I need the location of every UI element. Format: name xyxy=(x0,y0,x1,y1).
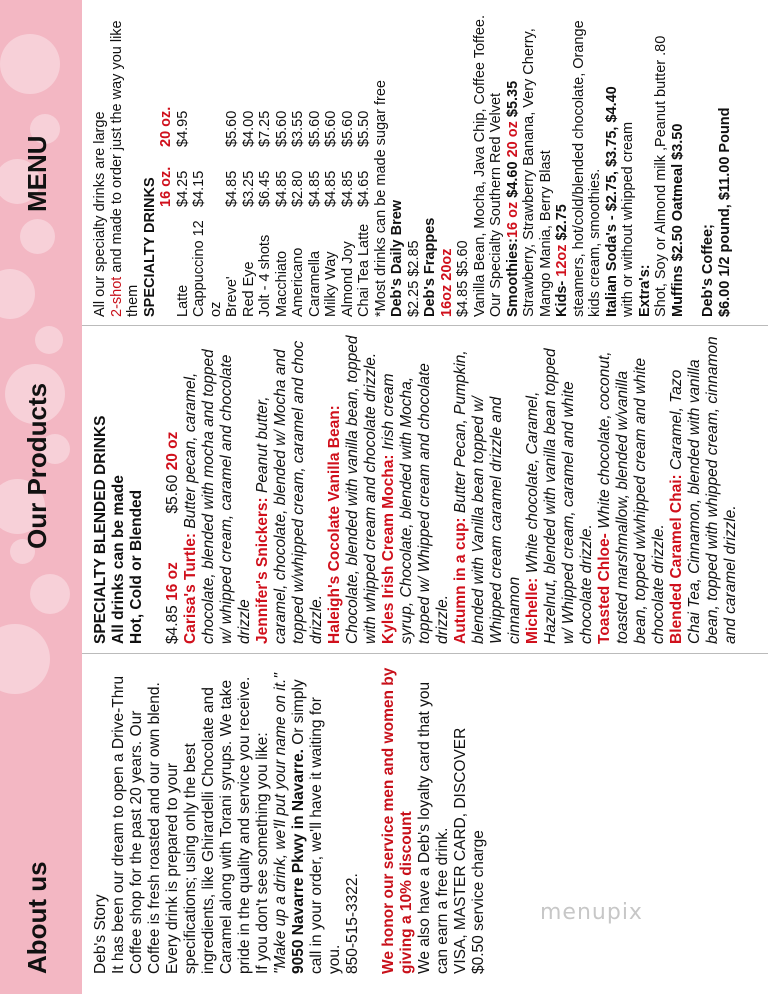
story-paragraph-3: If you don't see something you like: xyxy=(254,732,271,974)
products-title: Our Products xyxy=(22,382,52,549)
blended-items-list xyxy=(182,334,740,644)
drink-row: Almond Joy $4.85 $5.60 xyxy=(339,110,356,317)
daily-brew-prices: $2.25 $2.85 xyxy=(405,240,422,317)
story-paragraph-1: It has been our dream to open a Drive-Thru Coffee shop for the past 20 years. Our Coffee is fresh roasted and our own blend. xyxy=(110,675,163,974)
blended-item: Haleigh's Cocolate Vanilla Bean: Chocolate, blended with vanilla bean, topped with whipped cream and chocolate drizzle. xyxy=(326,335,379,644)
italian-soda: Italian Soda's - $2.75, $3.75, $4.40 xyxy=(603,86,620,317)
kids-desc: steamers, hot/cold/blended chocolate, Orange kids cream, smoothies. xyxy=(570,20,603,317)
smoothies: Smoothies:16 oz $4.60 20 oz $5.35 xyxy=(504,80,521,317)
drink-row: Macchiato $4.85 $5.60 xyxy=(273,110,290,317)
sugar-free-note: *Most drinks can be made sugar free xyxy=(372,80,389,317)
blended-item: Kyles Irish Cream Mocha: Irish cream syrup, Chocolate, blended with Mocha, topped w/ Whipped cream and chocolate drizzle. xyxy=(380,363,451,644)
blended-item: Toasted Chloe- White chocolate, coconut, toasted marshmallow, blended w/vanilla bean, topped w/whipped cream and white chocolate drizzle. xyxy=(596,351,667,644)
drink-row: Breve' $4.85 $5.60 xyxy=(224,110,240,317)
watermark: menupix xyxy=(540,900,643,925)
frappe-flavors: Vanilla Bean, Mocha, Java Chip, Coffee Toffee. Our Specialty Southern Red Velvet xyxy=(471,14,504,317)
drink-row: Americano $2.80 $3.55 xyxy=(290,110,306,317)
address: 9050 Navarre Pkwy in Navarre. xyxy=(290,749,307,974)
daily-brew: Deb's Daily Brew xyxy=(389,199,405,317)
blended-options: Hot, Cold or Blended xyxy=(128,489,145,644)
kids: Kids- 12oz $2.75 xyxy=(554,204,570,317)
debs-coffee: Deb's Coffee; xyxy=(700,224,716,317)
size-header-row: 16 oz. 20 oz. xyxy=(158,106,174,207)
call-text: Or simply call in your order, we'll have it waiting for you. xyxy=(290,679,343,974)
phone: 850-515-3322. xyxy=(344,873,361,974)
italian-desc: with or without whipped cream xyxy=(620,121,636,317)
drink-row: Red Eye $3.25 $4.00 xyxy=(240,110,257,317)
cards-accepted: VISA, MASTER CARD, DISCOVER xyxy=(452,727,469,974)
extras: Extra's: xyxy=(636,264,653,317)
blended-heading: SPECIALTY BLENDED DRINKS xyxy=(92,415,109,644)
blended-subheading: All drinks can be made xyxy=(110,475,127,644)
drink-row: Milky Way $4.85 $5.60 xyxy=(323,110,339,317)
muffins: Muffins $2.50 Oatmeal $3.50 xyxy=(669,123,686,317)
frappe-sizes: 16oz 20oz xyxy=(438,248,455,317)
drink-row: Chai Tea Latte $4.65 $5.50 xyxy=(356,110,372,317)
coffee-prices: $6.00 1/2 pound, $11.00 Pound xyxy=(716,107,733,317)
drink-row: Cappuccino 12 oz $4.15 xyxy=(191,170,224,317)
about-column xyxy=(0,664,768,984)
about-heading: Deb's Story xyxy=(92,894,109,974)
drink-row: Caramella $4.85 $5.60 xyxy=(306,110,323,317)
blended-item: Jennifer's Snickers: Peanut butter, caramel, chocolate, blended w/ Mocha and topped w/whipped cream, caramel and choc drizzle. xyxy=(254,340,325,644)
frappes: Deb's Frappes xyxy=(422,217,438,317)
drink-row: Jolt - 4 shots $6.45 $7.25 xyxy=(257,110,273,317)
menu-title: MENU xyxy=(22,135,52,212)
menu-column: MENU All our specialty drinks are large 2-shot and made to order just the way you like them SPECIALTY DRINKS 16 oz. 20 oz. Latte $4.25 $4.95 Cappuccino 12 oz $4.15 Breve' $4.85 $5.60 Red Eye $3.25 $4.00 Jolt - 4 shots $6.45 $7.25 Macchiato $4.85 $5.60 Americano $2.80 $3.55 Caramella $4.85 $5.60 Milky Way $4.85 $5.60 Almond Joy $4.85 $5.60 Chai Tea Latte $4.65 $5.50 *Most drinks can be made sugar free Deb's Daily Brew $2.25 $2.85 Deb's Frappes 16oz 20oz $4.85 $5.60 Vanilla Bean, Mocha, Java Chip, Coffee Toffee. Our Specialty Southern Red Velvet Smoothies:16 oz $4.60 20 oz $5.35 Strawberry, Strawberry Banana, Very Cherry, Mango Mania, Berry Blast Kids- 12oz $2.75 steamers, hot/cold/blended chocolate, Orange kids cream, smoothies. Italian Soda's - $2.75, $3.75, $4.40 with or without whipped cream Extra's: Shot, Soy or Almond milk ,Peanut butter .80 Muffins $2.50 Oatmeal $3.50 Deb's Coffee; $6.00 1/2 pound, $11.00 Pound xyxy=(0,4,768,322)
specialty-heading: SPECIALTY DRINKS xyxy=(141,177,158,317)
blended-item: Carisa's Turtle: Butter pecan, caramel, chocolate, blended with mocha and topped w/ whipped cream, caramel and chocolate drizzle xyxy=(182,349,253,644)
blended-item: Autumn in a cup: Butter Pecan, Pumpkin, blended with Vanilla bean topped w/ Whipped cream caramel drizzle and cinnamon xyxy=(452,350,523,644)
discount-text: We honor our service men and women by giving a 10% discount xyxy=(380,667,415,974)
quote: "Make up a drink, we'll put your name on it." xyxy=(272,673,289,974)
blended-item: Michelle: White chocolate, Caramel, Hazelnut, blended with vanilla bean topped w/ Whipped cream, caramel and white chocolate drizzle. xyxy=(524,348,595,644)
products-column xyxy=(0,329,768,649)
loyalty-text: We also have a Deb's loyalty card that you can earn a free drink. xyxy=(416,681,451,974)
drink-row: Latte $4.25 $4.95 xyxy=(174,110,191,317)
blended-prices: $4.85 16 oz $5.60 20 oz xyxy=(164,431,181,644)
service-charge: $0.50 service charge xyxy=(470,830,487,974)
story-paragraph-2: Every drink is prepared to your specifications; using only the best ingredients, like Ghirardelli Chocolate and Caramel along with Torani syrups. We take pride in the quality and service you receive. xyxy=(164,676,253,974)
smoothie-flavors: Strawberry, Strawberry Banana, Very Cherry, Mango Mania, Berry Blast xyxy=(521,28,554,317)
extras-desc: Shot, Soy or Almond milk ,Peanut butter .80 xyxy=(653,35,669,317)
about-title: About us xyxy=(22,861,52,974)
frappe-prices: $4.85 $5.60 xyxy=(455,240,471,317)
blended-item: Blended Caramel Chai: Caramel, Tazo Chai Tea, Cinnamon, blended with vanilla bean, topped with whipped cream, cinnamon and caramel drizzle. xyxy=(668,336,739,644)
menu-intro: All our specialty drinks are large xyxy=(92,111,108,317)
